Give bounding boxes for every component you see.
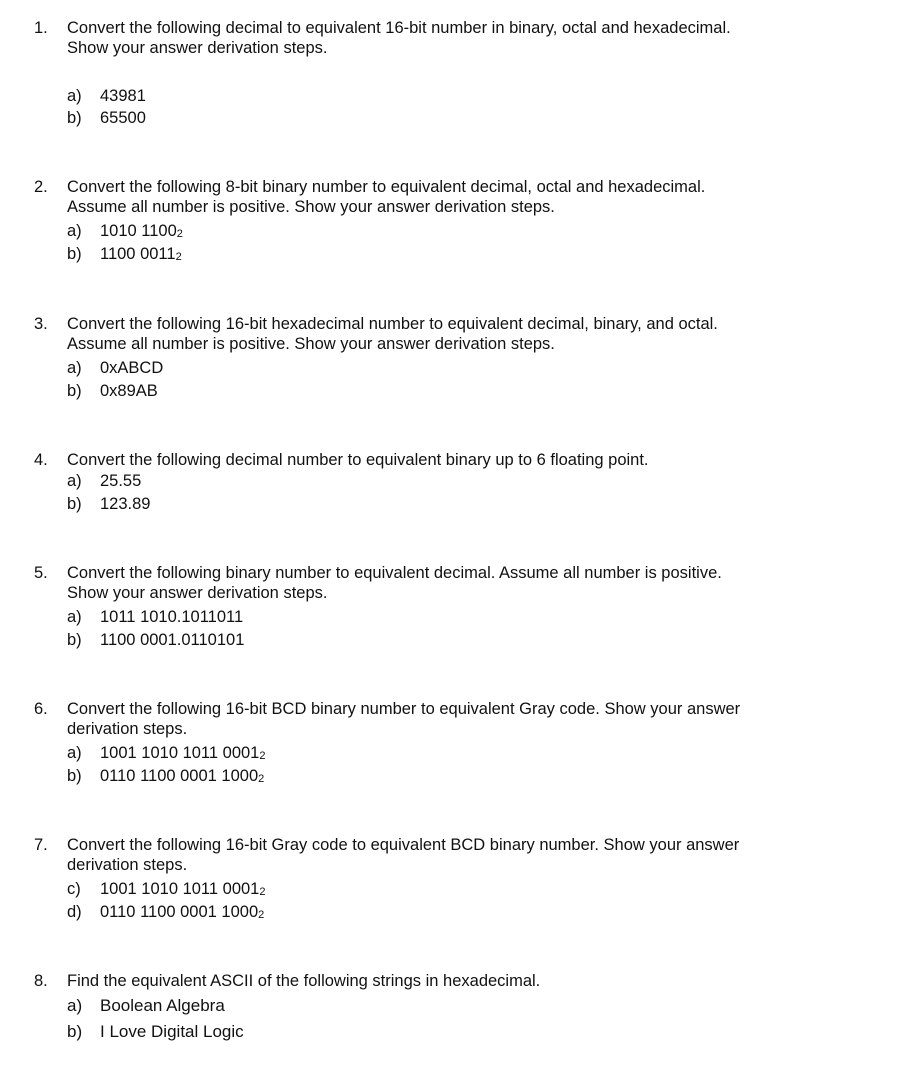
option-b: b) 123.89 [67,495,151,513]
option-a: a) 1001 1010 1011 $0001_2$ [67,744,266,762]
question-number: 5. [34,564,48,582]
question-number: 1. [34,19,48,37]
question-text: Convert the following decimal number to equivalent binary up to 6 floating point. [67,451,649,469]
question-text: Find the equivalent ASCII of the following strings in hexadecimal. [67,972,541,990]
question-text: Convert the following 16-bit hexadecimal number to equivalent decimal, binary, and octal. Assume all number is positive. Show your answer derivation steps. [67,315,718,353]
question-text: Convert the following decimal to equivalent 16-bit number in binary, octal and hexadecimal. Show your answer derivation steps. [67,19,731,57]
option-a: a) Boolean Algebra [67,996,225,1015]
option-a: a) 43981 [67,87,146,105]
question-text: Convert the following binary number to equivalent decimal. Assume all number is positive. Show your answer derivation steps. [67,564,722,602]
option-b: b) 0x89AB [67,382,158,400]
option-d: d) 0110 1100 0001 $1000_2$ [67,903,265,921]
question-number: 3. [34,315,48,333]
question-number: 4. [34,451,48,469]
question-number: 7. [34,836,48,854]
option-b: b) 0110 1100 0001 $1000_2$ [67,767,265,785]
option-b: b) I Love Digital Logic [67,1022,244,1041]
option-b: b) 65500 [67,109,146,127]
question-number: 6. [34,700,48,718]
option-b: b) 1100 0001.0110101 [67,631,245,649]
question-text: Convert the following 16-bit BCD binary number to equivalent Gray code. Show your answer derivation steps. [67,700,741,738]
question-text: Convert the following 8-bit binary number to equivalent decimal, octal and hexadecimal. Assume all number is positive. Show your answer derivation steps. [67,178,706,216]
option-a: a) 1010 $1100_2$ [67,222,183,240]
question-number: 2. [34,178,48,196]
option-b: b) 1100 $0011_2$ [67,245,182,263]
question-number: 8. [34,972,48,990]
option-c: c) 1001 1010 1011 $0001_2$ [67,880,266,898]
option-a: a) 0xABCD [67,359,164,377]
option-a: a) 1011 1010.1011011 [67,608,244,626]
question-text: Convert the following 16-bit Gray code to equivalent BCD binary number. Show your answer derivation steps. [67,836,740,874]
option-a: a) 25.55 [67,472,142,490]
